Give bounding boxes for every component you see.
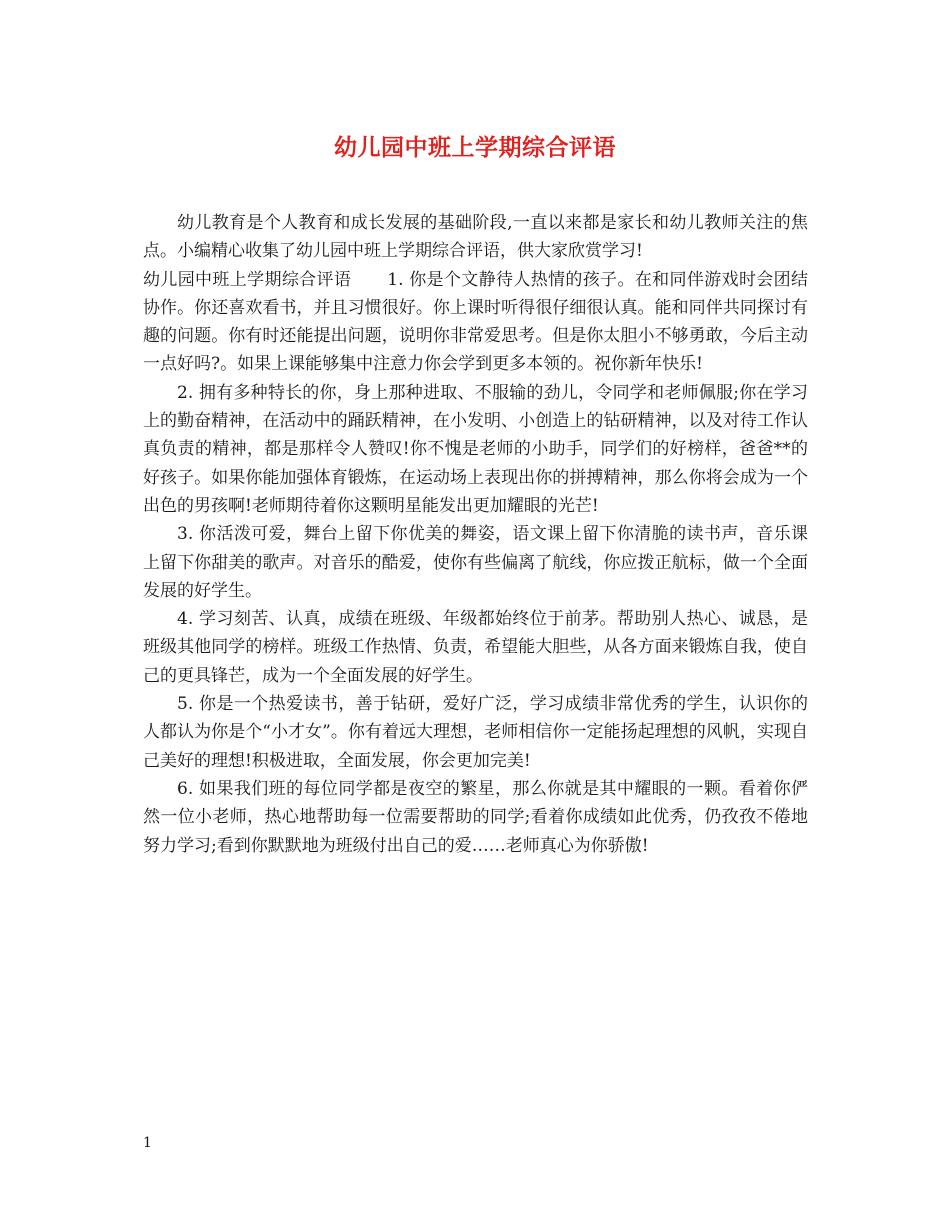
comment-paragraph-1	[143, 266, 808, 379]
document-body	[143, 209, 808, 860]
comment-paragraph-5: 5. 你是一个热爱读书，善于钻研，爱好广泛，学习成绩非常优秀的学生，认识你的人都认为你是个“小才女”。你有着远大理想，老师相信你一定能扬起理想的风帆，实现自己美好的理想!积极进取，全面发展，你会更加完美!	[143, 694, 808, 771]
comment-paragraph-4: 4. 学习刻苦、认真，成绩在班级、年级都始终位于前茅。帮助别人热心、诚恳，是班级其他同学的榜样。班级工作热情、负责，希望能大胆些，从各方面来锻炼自我，使自己的更具锋芒，成为一个全面发展的好学生。	[143, 609, 808, 686]
intro-paragraph: 幼儿教育是个人教育和成长发展的基础阶段,一直以来都是家长和幼儿教师关注的焦点。小编精心收集了幼儿园中班上学期综合评语，供大家欣赏学习!	[143, 213, 808, 262]
comment-paragraph-6: 6. 如果我们班的每位同学都是夜空的繁星，那么你就是其中耀眼的一颗。看着你俨然一位小老师，热心地帮助每一位需要帮助的同学;看着你成绩如此优秀，仍孜孜不倦地努力学习;看到你默默地为班级付出自己的爱……老师真心为你骄傲!	[143, 778, 808, 856]
page-number: 1	[143, 1135, 152, 1151]
comment-paragraph-2: 2. 拥有多种特长的你，身上那种进取、不服输的劲儿，令同学和老师佩服;你在学习上的勤奋精神，在活动中的踊跃精神，在小发明、小创造上的钻研精神，以及对待工作认真负责的精神，都是那样令人赞叹!你不愧是老师的小助手，同学们的好榜样，爸爸**的好孩子。如果你能加强体育锻炼，在运动场上表现出你的拼搏精神，那么你将会成为一个出色的男孩啊!老师期待着你这颗明星能发出更加耀眼的光芒!	[143, 382, 808, 516]
comment-text-1: 1. 你是个文静待人热情的孩子。在和同伴游戏时会团结协作。你还喜欢看书，并且习惯很好。你上课时听得很仔细很认真。能和同伴共同探讨有趣的问题。你有时还能提出问题，说明你非常爱思考。但是你太胆小不够勇敢，今后主动一点好吗?。如果上课能够集中注意力你会学到更多本领的。祝你新年快乐!	[143, 269, 809, 375]
comment-paragraph-3: 3. 你活泼可爱，舞台上留下你优美的舞姿，语文课上留下你清脆的读书声，音乐课上留下你甜美的歌声。对音乐的酷爱，使你有些偏离了航线，你应拨正航标，做一个全面发展的好学生。	[143, 524, 808, 601]
section-heading: 幼儿园中班上学期综合评语	[143, 269, 352, 290]
document-title: 幼儿园中班上学期综合评语	[334, 134, 616, 161]
